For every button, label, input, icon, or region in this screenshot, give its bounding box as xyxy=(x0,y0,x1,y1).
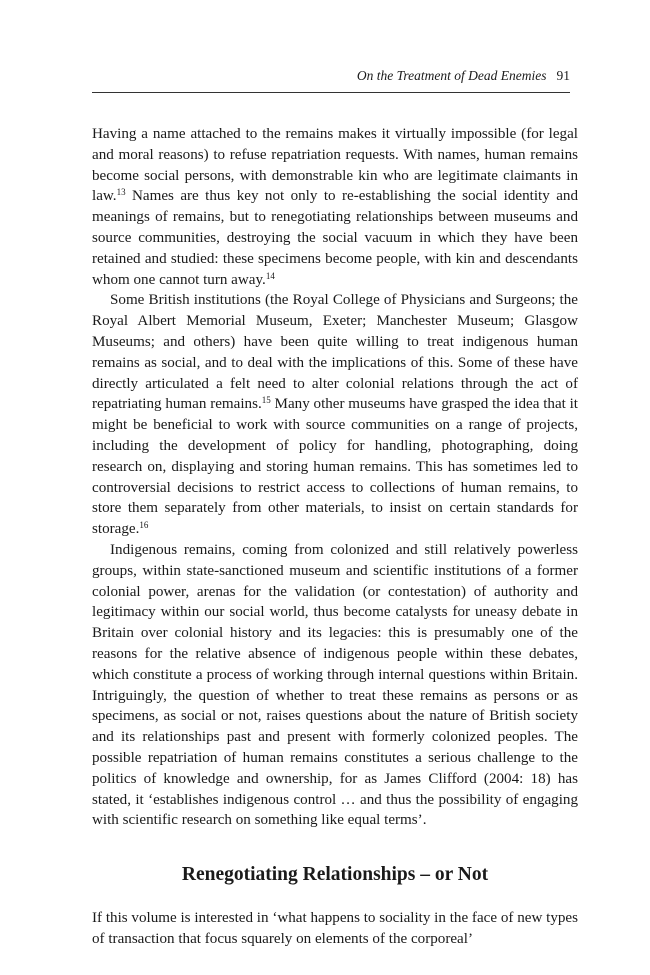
page-body xyxy=(92,124,578,950)
running-head xyxy=(92,68,570,93)
section-heading: Renegotiating Relationships – or Not xyxy=(181,864,489,886)
body-paragraph xyxy=(92,124,578,290)
running-title: On the Treatment of Dead Enemies xyxy=(356,68,547,83)
paragraph-text: Some British institutions (the Royal College of Physicians and Surgeons; the Royal Albert Memorial Museum, Exeter; Manchester Museum; Glasgow Museums; and others) have been quite willing to treat indigenous human remains as social, and to deal with the implications of this. Some of these have directly articulated a felt need to alter colonial relations through the act of repatriating human remains. xyxy=(92,292,578,413)
paragraph-text: Having a name attached to the remains makes it virtually impossible (for legal and moral reasons) to refuse repatriation requests. With names, human remains become social persons, with demonstrable kin who are legitimate claimants in law. xyxy=(92,126,578,205)
paragraph-text: Names are thus key not only to re-establishing the social identity and meanings of remains, but to renegotiating relationships between museums and source communities, destroying the social vacuum in which they have been retained and studied: these specimens become people, with kin and descendants whom one cannot turn away. xyxy=(92,188,578,288)
footnote-marker: 16 xyxy=(139,520,149,531)
body-paragraph: If this volume is interested in ‘what happens to sociality in the face of new types of transaction that focus squarely on elements of the corporeal’ xyxy=(92,910,578,947)
body-paragraph: Indigenous remains, coming from colonized and still relatively powerless groups, within state-sanctioned museum and scientific institutions of a former colonial power, arenas for the validation (or contestation) of authority and legitimacy within our social world, thus become catalysts for uneasy debate in Britain over colonial history and its legacies: this is presumably one of the reasons for the relative absence of indigenous people within these debates, which constitute a process of working through internal questions within Britain. Intriguingly, the question of whether to treat these remains as persons or as specimens, as social or not, raises questions about the nature of British society and its relationships past and present with formerly colonized peoples. The possible repatriation of human remains constitutes a serious challenge to the politics of knowledge and ownership, for as James Clifford (2004: 18) has stated, it ‘establishes indigenous control … and thus the possibility of engaging with scientific research on something like equal terms’. xyxy=(92,541,578,829)
footnote-marker: 14 xyxy=(265,270,275,281)
page-number: 91 xyxy=(556,68,570,83)
paragraph-text: Many other museums have grasped the idea that it might be beneficial to work with source communities on a range of projects, including the development of policy for handling, photographing, doing research on, displaying and storing human remains. This has sometimes led to controversial decisions to restrict access to collections of human remains, to store them separately from other materials, to insist on certain standards for storage. xyxy=(92,396,578,538)
body-paragraph xyxy=(92,290,578,540)
footnote-marker: 15 xyxy=(261,395,271,406)
footnote-marker: 13 xyxy=(116,187,126,198)
